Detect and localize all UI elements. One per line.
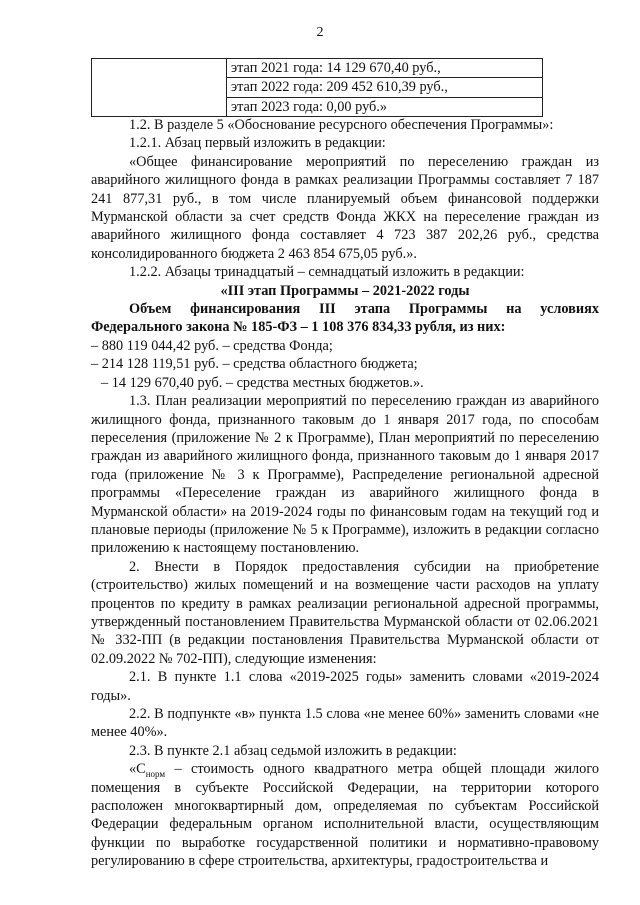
table-cell: этап 2022 года: 209 452 610,39 руб., bbox=[227, 78, 543, 97]
paragraph-1-2-1: 1.2.1. Абзац первый изложить в редакции: bbox=[129, 135, 386, 152]
cnorm-subscript: норм bbox=[145, 769, 166, 780]
table-cell: этап 2023 года: 0,00 руб.» bbox=[227, 97, 543, 116]
page-number: 2 bbox=[316, 25, 324, 40]
paragraph-1-2-2: 1.2.2. Абзацы тринадцатый – семнадцатый изложить в редакции: bbox=[129, 264, 525, 281]
document-body bbox=[91, 116, 599, 871]
table-cell: этап 2021 года: 14 129 670,40 руб., bbox=[227, 59, 543, 78]
paragraph-2: 2. Внести в Порядок предоставления субсидии на приобретение (строительство) жилых помещений и на возмещение части расходов на уплату процентов по кредиту в рамках реализации региональной адресной программы, утвержденный постановлением Правительства Мурманской области от 02.06.2021 № 332-ПП (в редакции постановления Правительства Мурманской области от 02.09.2022 № 702-ПП), следующие изменения: bbox=[91, 558, 599, 667]
table-cell-empty bbox=[92, 59, 227, 117]
paragraph-1-3: 1.3. План реализации мероприятий по переселению граждан из аварийного жилищного фонда, признанного таковым до 1 января 2017 года, по способам переселения (приложение № 2 к Программе), План мероприятий по переселению граждан из аварийного жилищного фонда, признанного таковым до 1 января 2017 года (приложение № 3 к Программе), Распределение региональной адресной программы «Переселение граждан из аварийного жилищного фонда в Мурманской области» на 2019-2024 годы по финансовым годам на текущий год и плановые периоды (приложение № 5 к Программе), изложить в редакции согласно приложению к настоящему постановлению. bbox=[91, 393, 599, 557]
paragraph-2-3: 2.3. В пункте 2.1 абзац седьмой изложить в редакции: bbox=[129, 742, 457, 759]
section-heading: «III этап Программы – 2021-2022 годы bbox=[220, 282, 470, 299]
paragraph-quote-financing: «Общее финансирование мероприятий по переселению граждан из аварийного жилищного фонда в рамках реализации Программы составляет 7 187 241 877,31 руб., в том числе планируемый объем финансовой поддержки Мурманской области за счет средств Фонда ЖКХ на переселение граждан из аварийного жилищного фонда составляет 4 723 387 202,26 руб., средства консолидированного бюджета 2 463 854 675,05 руб.». bbox=[91, 153, 599, 262]
paragraph-1-2: 1.2. В разделе 5 «Обоснование ресурсного обеспечения Программы»: bbox=[129, 117, 554, 133]
list-item: – 880 119 044,42 руб. – средства Фонда; bbox=[91, 337, 333, 354]
paragraph-stage-volume: Объем финансирования III этапа Программы на условиях Федерального закона № 185-ФЗ – 1 108 376 834,33 рубля, из них: bbox=[91, 301, 599, 336]
paragraph-2-2: 2.2. В подпункте «в» пункта 1.5 слова «не менее 60%» заменить словами «не менее 40%». bbox=[91, 706, 599, 741]
list-item: – 14 129 670,40 руб. – средства местных бюджетов.». bbox=[101, 374, 424, 391]
paragraph-cnorm-definition bbox=[91, 760, 599, 870]
cnorm-open: «С bbox=[129, 761, 146, 778]
list-item: – 214 128 119,51 руб. – средства областного бюджета; bbox=[91, 356, 418, 373]
financing-table bbox=[91, 58, 543, 117]
cnorm-text: – стоимость одного квадратного метра общей площади жилого помещения в субъекте Российской Федерации, на территории которого расположен многоквартирный дом, определяемая по субъектам Российской Федерации федеральным органом исполнительной власти, осуществляющим функции по выработке государственной политики и нормативно-правовому регулированию в сфере строительства, архитектуры, градостроительства и bbox=[91, 761, 599, 870]
table-row bbox=[92, 59, 543, 78]
paragraph-2-1: 2.1. В пункте 1.1 слова «2019-2025 годы» заменить словами «2019-2024 годы». bbox=[91, 669, 599, 704]
